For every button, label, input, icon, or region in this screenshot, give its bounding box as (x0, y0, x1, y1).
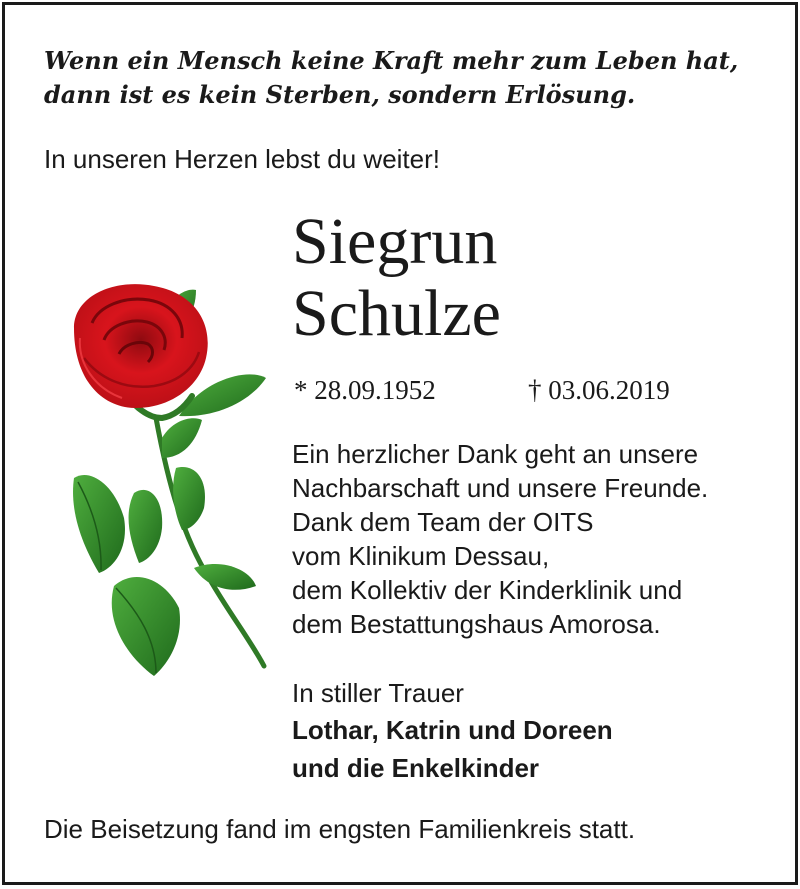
thanks-line: vom Klinikum Dessau, (292, 541, 550, 571)
thanks-line: Nachbarschaft und unsere Freunde. (292, 473, 709, 503)
remember-line: In unseren Herzen lebst du weiter! (44, 144, 440, 174)
thanks-line: dem Kollektiv der Kinderklinik und (292, 575, 683, 605)
motto-line-2: dann ist es kein Sterben, sondern Erlösung. (44, 80, 636, 109)
mourners-line-1: Lothar, Katrin und Doreen (292, 715, 613, 745)
rose-leaf (173, 467, 205, 530)
rose-leaf (162, 418, 202, 458)
last-name: Schulze (292, 277, 501, 350)
birth-date: * 28.09.1952 (294, 375, 436, 405)
thanks-paragraph (292, 437, 708, 641)
motto-quote (44, 44, 738, 112)
thanks-line: Dank dem Team der OITS (292, 507, 594, 537)
rose-leaf (129, 490, 163, 563)
thanks-line: Ein herzlicher Dank geht an unsere (292, 439, 699, 469)
mourning-intro: In stiller Trauer (292, 678, 464, 708)
rose-leaf (194, 564, 256, 590)
rose-bloom (74, 284, 208, 408)
burial-note: Die Beisetzung fand im engsten Familienkreis statt. (44, 814, 636, 844)
first-name: Siegrun (292, 205, 498, 278)
deceased-name (292, 206, 501, 350)
mourners-line-2: und die Enkelkinder (292, 753, 540, 783)
motto-line-1: Wenn ein Mensch keine Kraft mehr zum Leben hat, (44, 46, 739, 75)
mourners-names (292, 711, 613, 787)
red-rose-icon (44, 268, 278, 688)
rose-leaf (112, 577, 180, 676)
rose-leaf (73, 475, 125, 573)
thanks-line: dem Bestattungshaus Amorosa. (292, 609, 661, 639)
death-date: † 03.06.2019 (528, 375, 670, 405)
